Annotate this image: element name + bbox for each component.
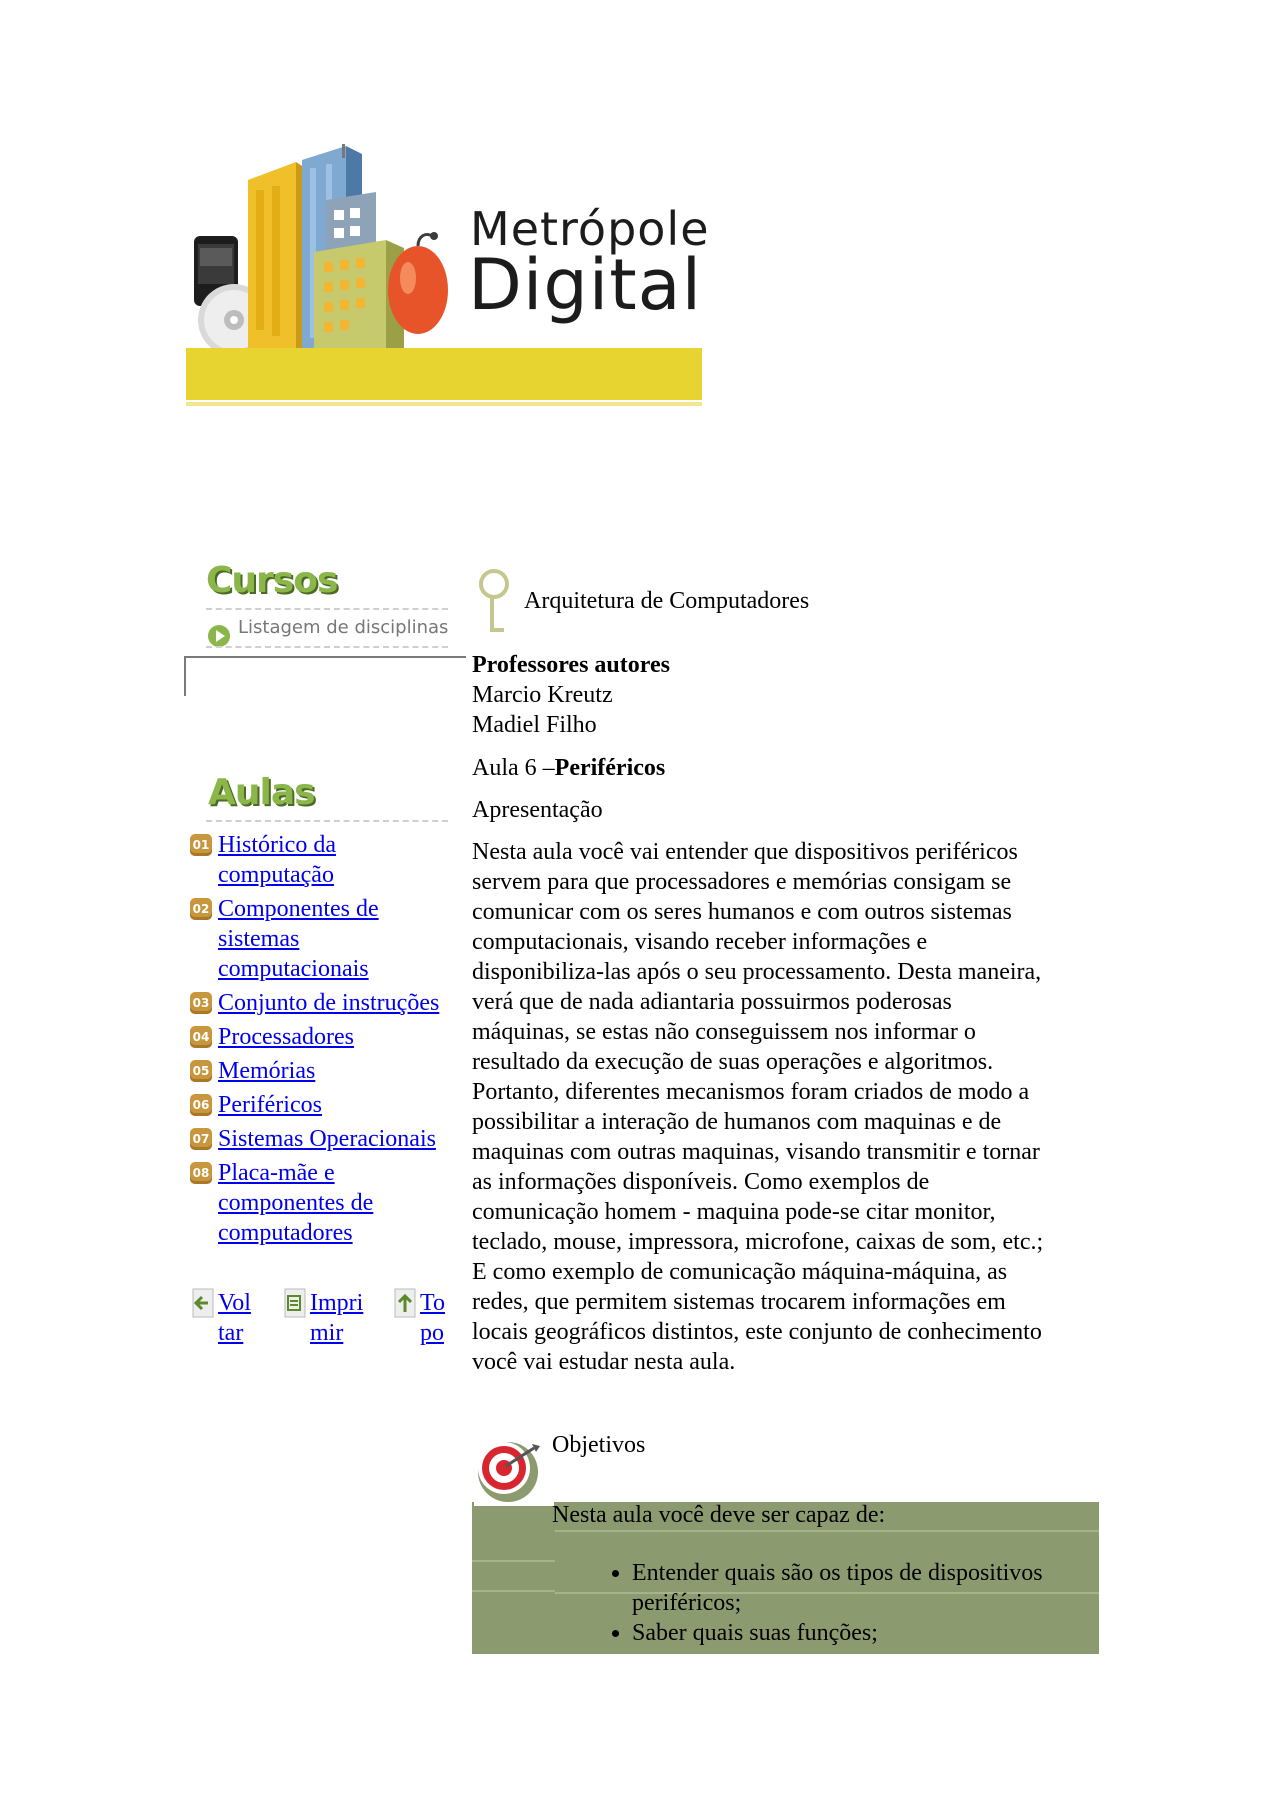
lesson-link-memorias[interactable]: Memórias <box>218 1058 316 1084</box>
lesson-link-componentes[interactable]: Componentes de sistemas computacionais <box>218 896 379 982</box>
objective-item: • Entender quais são os tipos de dispositivos periféricos; <box>632 1558 1112 1618</box>
lesson-number-badge: 05 <box>190 1060 212 1082</box>
lesson-list <box>190 830 470 1252</box>
aulas-heading: Aulas <box>208 772 315 813</box>
objective-item: • Saber quais suas funções; <box>632 1618 1112 1648</box>
print-icon <box>284 1288 306 1318</box>
cursos-divider <box>206 608 448 610</box>
print-link[interactable]: Impri mir <box>310 1290 364 1346</box>
aulas-divider <box>206 820 448 822</box>
nav-top[interactable] <box>394 1288 445 1348</box>
objectives-row-divider <box>555 1530 1099 1532</box>
listagem-divider <box>206 646 448 648</box>
lesson-link-historico[interactable]: Histórico da computação <box>218 832 336 888</box>
lesson-number-badge: 04 <box>190 1026 212 1048</box>
nav-print[interactable] <box>284 1288 363 1348</box>
lesson-number-badge: 01 <box>190 834 212 856</box>
up-arrow-icon <box>394 1288 416 1318</box>
top-link[interactable]: To po <box>420 1290 445 1346</box>
lesson-item <box>190 830 470 890</box>
brand-line-2: Digital <box>468 244 703 326</box>
play-icon <box>208 625 230 647</box>
lesson-item <box>190 1124 470 1154</box>
lesson-number-badge: 02 <box>190 898 212 920</box>
author-name: Madiel Filho <box>472 712 597 738</box>
lesson-link-sistemas-operacionais[interactable]: Sistemas Operacionais <box>218 1126 436 1152</box>
lesson-item <box>190 1158 470 1248</box>
author-name: Marcio Kreutz <box>472 682 613 708</box>
objectives-row-divider <box>472 1590 555 1592</box>
lesson-item <box>190 894 470 984</box>
authors-heading: Professores autores <box>472 652 670 678</box>
course-title: Arquitetura de Computadores <box>524 588 810 614</box>
buildings-icon <box>248 144 404 350</box>
lesson-number-badge: 08 <box>190 1162 212 1184</box>
lesson-link-placa-mae[interactable]: Placa-mãe e componentes de computadores <box>218 1160 374 1246</box>
listagem-link[interactable]: Listagem de disciplinas <box>238 617 449 638</box>
site-banner <box>186 140 710 408</box>
brand-line-1: Metrópole <box>470 202 710 256</box>
nav-back[interactable] <box>192 1288 251 1348</box>
lesson-number-badge: 07 <box>190 1128 212 1150</box>
objectives-list <box>596 1558 1112 1648</box>
lesson-link-perifericos[interactable]: Periféricos <box>218 1092 322 1118</box>
key-icon <box>476 568 512 636</box>
target-icon <box>474 1436 554 1506</box>
lesson-item <box>190 1056 470 1086</box>
sidebar-search-box[interactable] <box>184 656 466 696</box>
objectives-intro: Nesta aula você deve ser capaz de: <box>552 1502 886 1528</box>
cursos-heading: Cursos <box>206 560 338 601</box>
objectives-heading: Objetivos <box>552 1432 646 1458</box>
lesson-item <box>190 1022 470 1052</box>
presentation-paragraph: Nesta aula você vai entender que dispositivos periféricos servem para que processadores e memórias consigam se comunicar com os seres humanos e com outros sistemas computacionais, visando receber informações e disponibiliza-las após o seu processamento. Desta maneira, verá que de nada adiantaria possuirmos poderosas máquinas, se estas não conseguissem nos informar o resultado da execução de suas operações e algoritmos. Portanto, diferentes mecanismos foram criados de modo a possibilitar a interação de humanos com maquinas e de maquinas com outras maquinas, visando transmitir e tornar as informações disponíveis. Como exemplos de comunicação homem - maquina pode-se citar monitor, teclado, mouse, impressora, microfone, caixas de som, etc.; E como exemplo de comunicação máquina-máquina, as redes, que permitem sistemas trocarem informações em locais geográficos distintos, este conjunto de conhecimento você vai estudar nesta aula. <box>472 839 1044 1375</box>
lesson-link-processadores[interactable]: Processadores <box>218 1024 354 1050</box>
lesson-item <box>190 988 470 1018</box>
objectives-row-divider <box>472 1560 555 1562</box>
back-arrow-icon <box>192 1288 214 1318</box>
lesson-heading: Aula 6 –Periféricos <box>472 755 666 781</box>
section-presentation: Apresentação <box>472 797 603 823</box>
lesson-number-badge: 06 <box>190 1094 212 1116</box>
lesson-link-instrucoes[interactable]: Conjunto de instruções <box>218 990 440 1016</box>
back-link[interactable]: Vol tar <box>218 1290 251 1346</box>
lesson-number-badge: 03 <box>190 992 212 1014</box>
lesson-item <box>190 1090 470 1120</box>
